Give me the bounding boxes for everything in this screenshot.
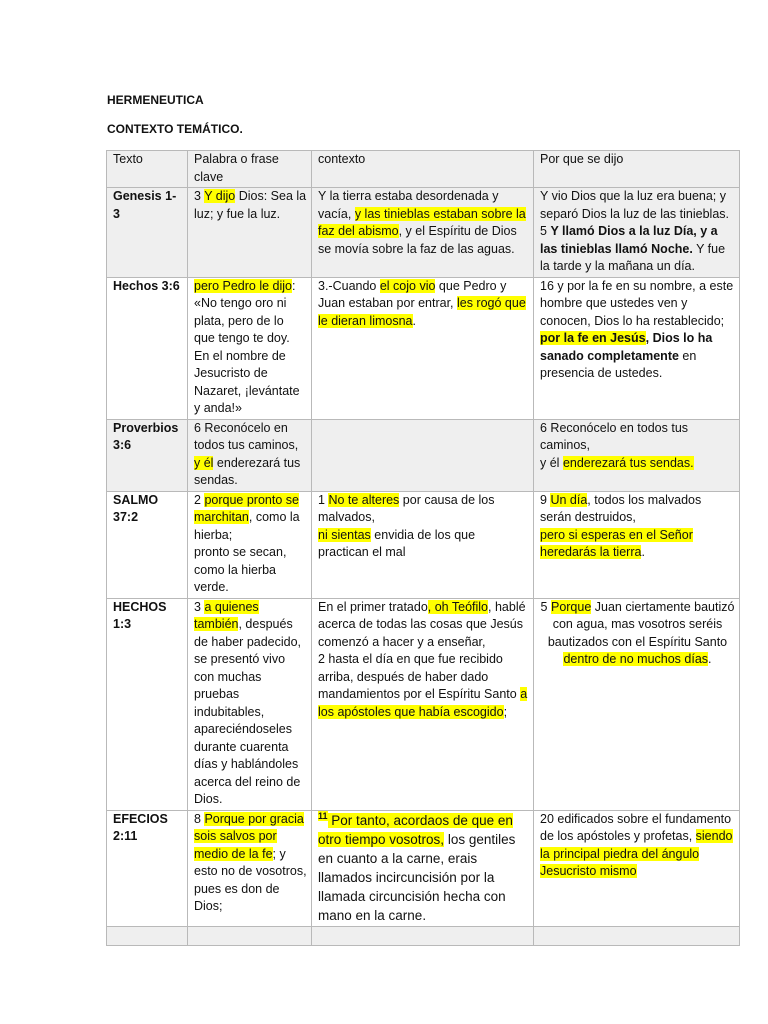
- cell-texto: EFECIOS 2:11: [107, 810, 188, 926]
- header-texto: Texto: [107, 151, 188, 188]
- cell-texto: Hechos 3:6: [107, 277, 188, 419]
- cell-porque: 20 edificados sobre el fundamento de los apóstoles y profetas, siendo la principal piedra del ángulo Jesucristo mismo: [534, 810, 740, 926]
- document-title: HERMENEUTICA: [107, 93, 204, 107]
- cell-palabra: 3 a quienes también, después de haber padecido, se presentó vivo con muchas pruebas indubitables, apareciéndoseles durante cuarenta días y hablándoles acerca del reino de Dios.: [188, 598, 312, 810]
- header-contexto: contexto: [312, 151, 534, 188]
- cell-contexto: [312, 419, 534, 491]
- table-row: [107, 419, 740, 491]
- cell-contexto: En el primer tratado, oh Teófilo, hablé acerca de todas las cosas que Jesús comenzó a hacer y a enseñar, 2 hasta el día en que fue recibido arriba, después de haber dado mandamientos por el Espíritu Santo a los apóstoles que había escogido;: [312, 598, 534, 810]
- cell-palabra: 6 Reconócelo en todos tus caminos, y él enderezará tus sendas.: [188, 419, 312, 491]
- cell-texto: SALMO 37:2: [107, 491, 188, 598]
- cell-porque: Y vio Dios que la luz era buena; y separó Dios la luz de las tinieblas. 5 Y llamó Dios a la luz Día, y a las tinieblas llamó Noche. Y fue la tarde y la mañana un día.: [534, 188, 740, 278]
- table-row: [107, 491, 740, 598]
- cell-contexto: 3.-Cuando el cojo vio que Pedro y Juan estaban por entrar, les rogó que le dieran limosna.: [312, 277, 534, 419]
- cell-porque: 6 Reconócelo en todos tus caminos, y él enderezará tus sendas.: [534, 419, 740, 491]
- cell-porque: 9 Un día, todos los malvados serán destruidos, pero si esperas en el Señor heredarás la tierra.: [534, 491, 740, 598]
- table-header-row: [107, 151, 740, 188]
- cell-texto: Proverbios 3:6: [107, 419, 188, 491]
- cell-texto: HECHOS 1:3: [107, 598, 188, 810]
- cell-palabra: 2 porque pronto se marchitan, como la hierba; pronto se secan, como la hierba verde.: [188, 491, 312, 598]
- thematic-context-table: [106, 150, 740, 946]
- cell-palabra: pero Pedro le dijo: «No tengo oro ni plata, pero de lo que tengo te doy. En el nombre de Jesucristo de Nazaret, ¡levántate y anda!»: [188, 277, 312, 419]
- cell-contexto: 1 No te alteres por causa de los malvados, ni sientas envidia de los que practican el mal: [312, 491, 534, 598]
- table-row: [107, 598, 740, 810]
- cell-palabra: 8 Porque por gracia sois salvos por medio de la fe; y esto no de vosotros, pues es don de Dios;: [188, 810, 312, 926]
- header-porque: Por que se dijo: [534, 151, 740, 188]
- cell-contexto: $^{11}$ Por tanto, acordaos de que en otro tiempo vosotros, los gentiles en cuanto a la carne, erais llamados incircuncisión por la llamada circuncisión hecha con mano en la carne.: [312, 810, 534, 926]
- cell-porque: 16 y por la fe en su nombre, a este hombre que ustedes ven y conocen, Dios lo ha restablecido; por la fe en Jesús, Dios lo ha sanado completamente en presencia de ustedes.: [534, 277, 740, 419]
- cell-contexto: Y la tierra estaba desordenada y vacía, y las tinieblas estaban sobre la faz del abismo, y el Espíritu de Dios se movía sobre la faz de las aguas.: [312, 188, 534, 278]
- document-subtitle: CONTEXTO TEMÁTICO.: [107, 122, 243, 136]
- table-row-empty: [107, 926, 740, 945]
- header-palabra: Palabra o frase clave: [188, 151, 312, 188]
- table-row: [107, 277, 740, 419]
- table-row: [107, 810, 740, 926]
- cell-porque: 5 Porque Juan ciertamente bautizó con agua, mas vosotros seréis bautizados con el Espíritu Santo dentro de no muchos días.: [534, 598, 740, 810]
- cell-texto: Genesis 1-3: [107, 188, 188, 278]
- table-row: [107, 188, 740, 278]
- cell-palabra: 3 Y dijo Dios: Sea la luz; y fue la luz.: [188, 188, 312, 278]
